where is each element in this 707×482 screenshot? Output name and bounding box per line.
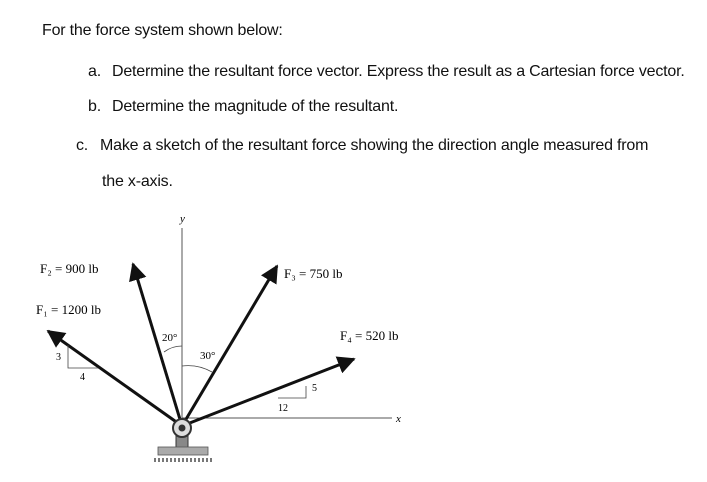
task-a-letter: a. [88,63,101,80]
task-a-text: Determine the resultant force vector. Express the result as a Cartesian force vector. [112,63,685,80]
force-f3-label: F₃ = 750 lb [284,266,343,281]
f1-slope-run: 4 [80,372,85,383]
force-diagram [0,200,707,477]
f2-angle-arc [164,346,182,352]
task-c-continued: the x-axis. [102,173,173,190]
task-c-letter: c. [76,137,89,154]
force-f1-label: F₁ = 1200 lb [36,302,101,317]
f2-angle-label: 20° [162,332,178,344]
force-diagram-svg [0,200,707,477]
y-axis-label: y [180,213,185,225]
task-c [76,137,648,155]
task-b-letter: b. [88,98,101,115]
task-a [88,63,685,81]
force-f4-label: F₄ = 520 lb [340,328,399,343]
f3-angle-arc [182,366,212,372]
force-f4-arrow [182,359,354,426]
force-f2-arrow [133,264,182,426]
force-f2-label: F₂ = 900 lb [40,261,99,276]
force-f3-arrow [182,266,277,426]
problem-statement [0,0,707,200]
f1-slope-rise: 3 [56,352,61,363]
f4-slope-rise: 5 [312,383,317,394]
task-c-text: Make a sketch of the resultant force showing the direction angle measured from [100,137,649,154]
task-b [88,98,398,116]
task-b-text: Determine the magnitude of the resultant. [112,98,399,115]
f3-angle-label: 30° [200,350,216,362]
f4-slope-run: 12 [278,403,288,414]
x-axis-label: x [396,413,401,425]
problem-intro: For the force system shown below: [42,22,283,39]
pin-support [154,419,212,460]
